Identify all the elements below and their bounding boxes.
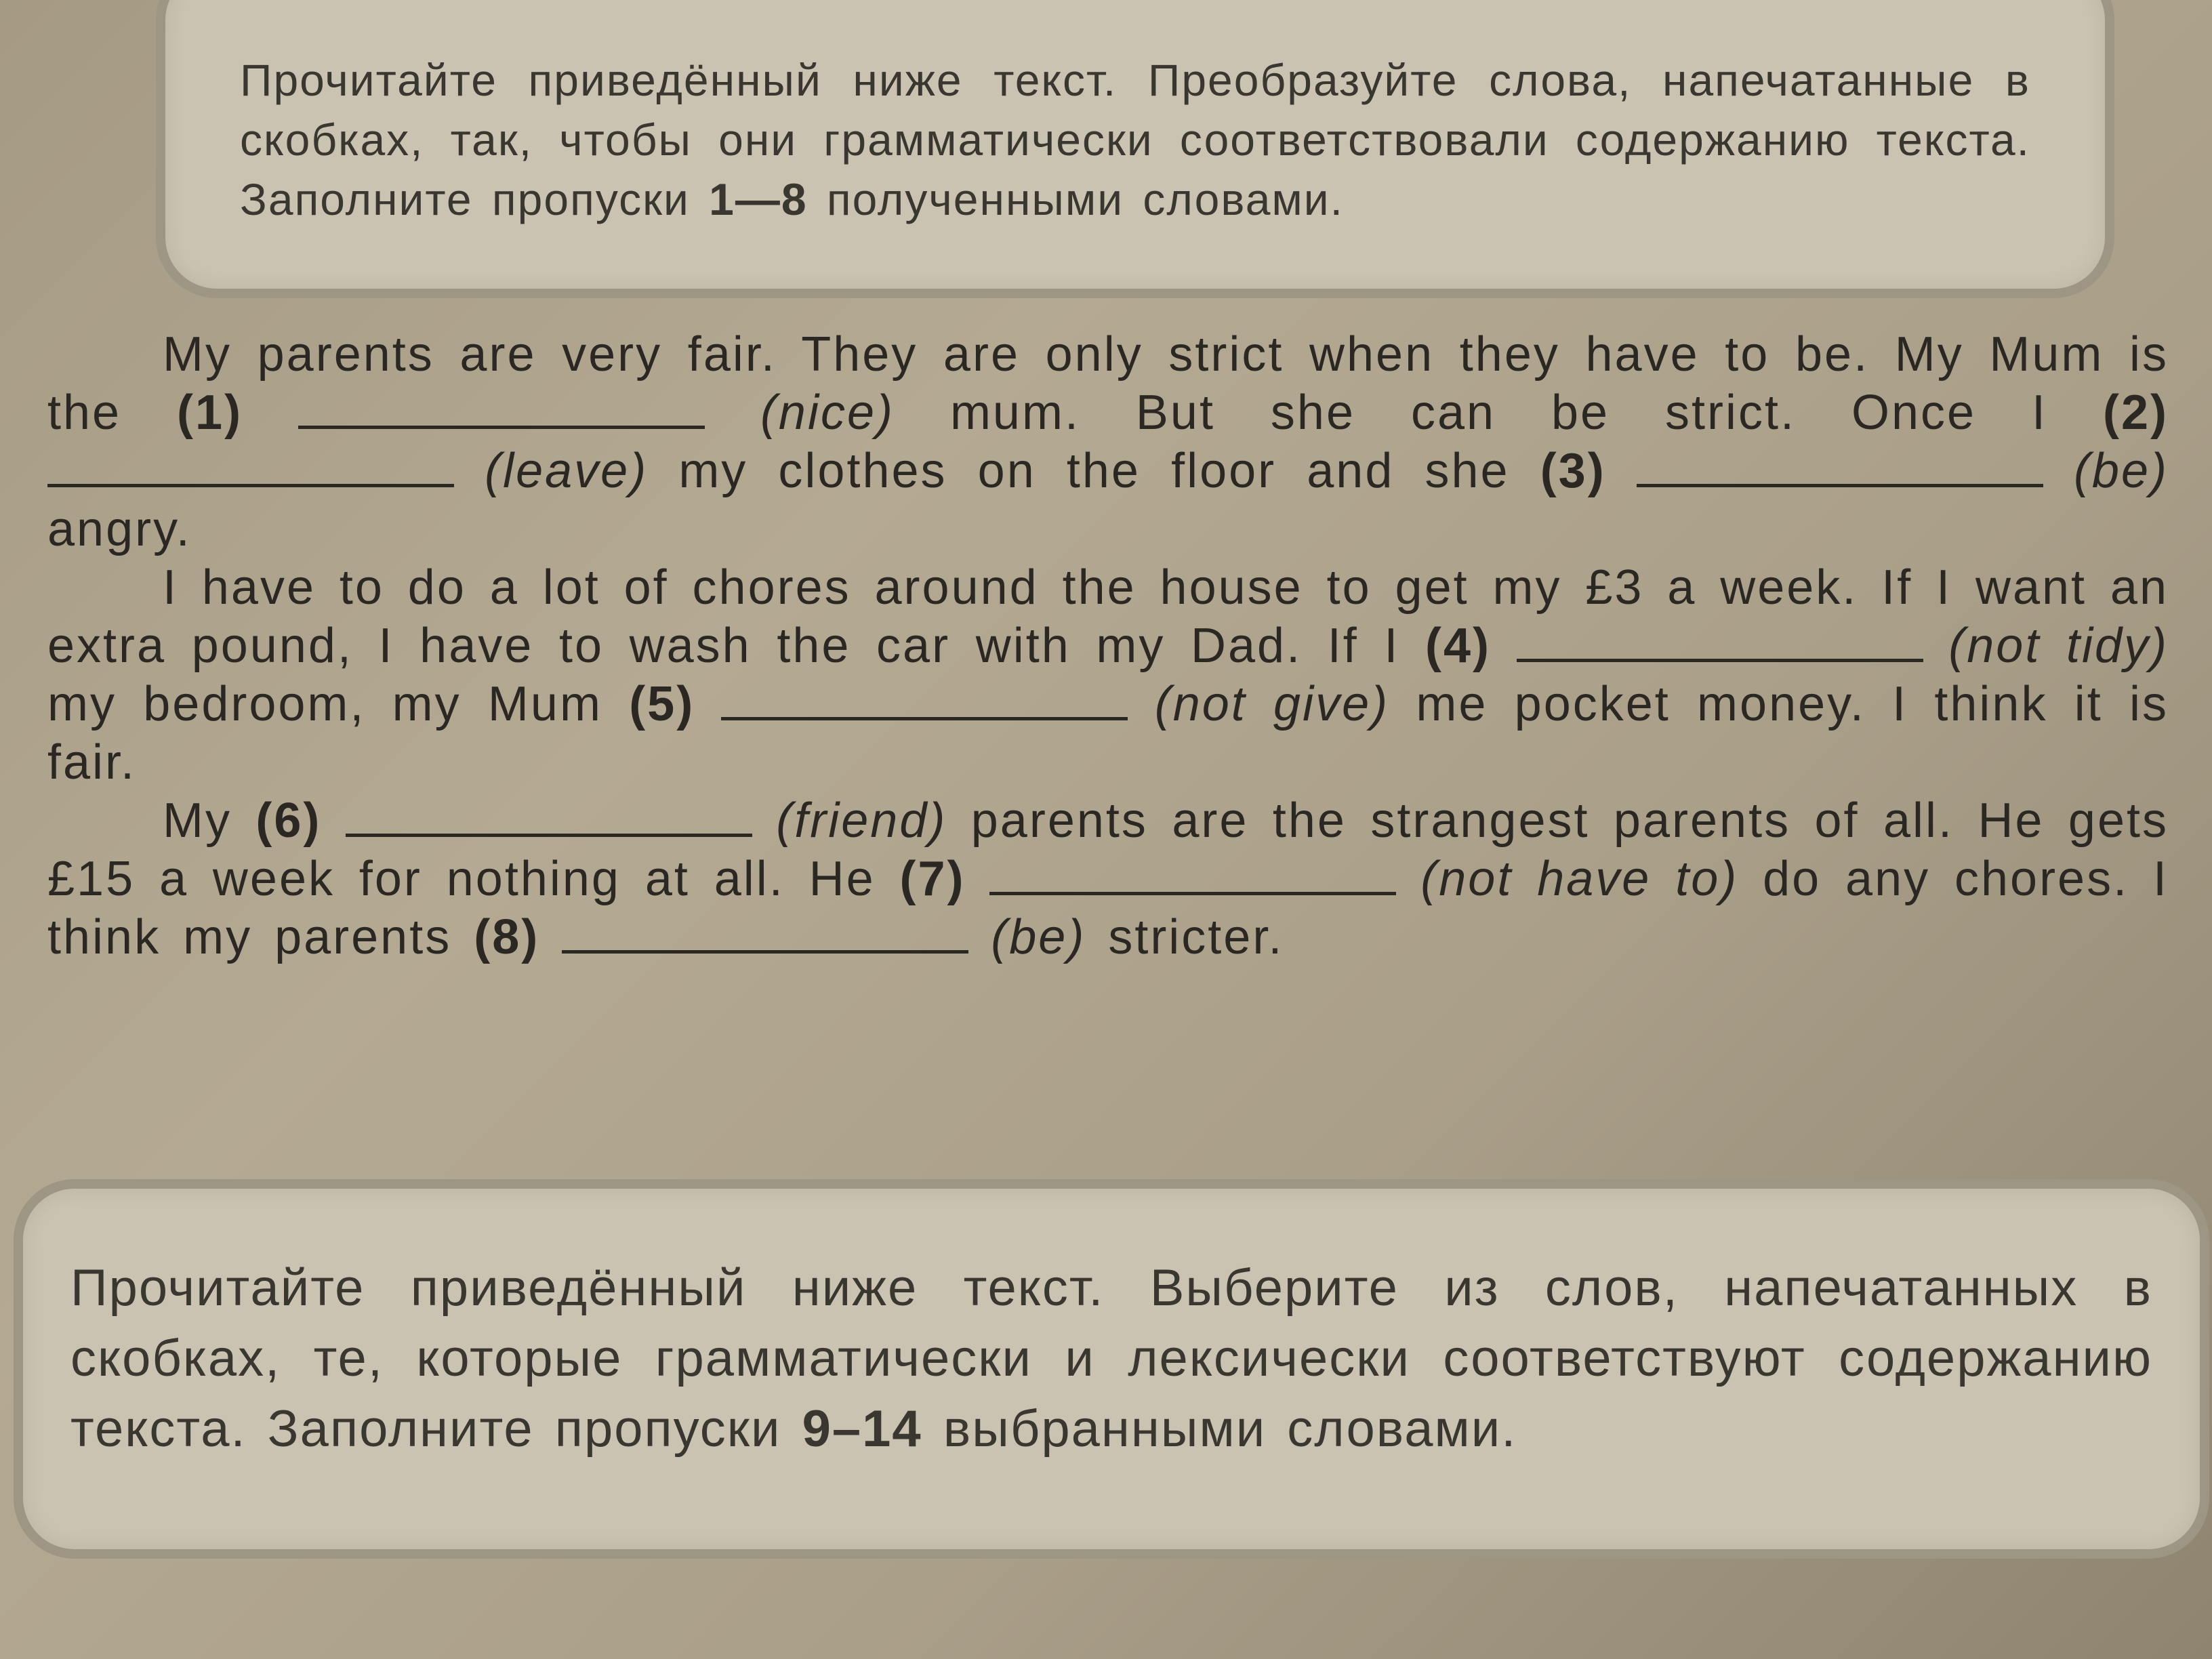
task-2-instruction-box bbox=[14, 1179, 2209, 1559]
answer-blank-5[interactable] bbox=[721, 690, 1128, 720]
word-hint-7: (not have to) bbox=[1420, 852, 1739, 906]
word-hint-3: (be) bbox=[2073, 444, 2169, 498]
gap-number-5: (5) bbox=[629, 677, 695, 731]
answer-blank-1[interactable] bbox=[298, 398, 705, 429]
gap-number-4: (4) bbox=[1425, 619, 1491, 673]
word-hint-6: (friend) bbox=[776, 794, 947, 848]
task-2-instruction-text: Прочитайте приведённый ниже текст. Выберите из слов, напечатанных в скобках, те, которые грамматически и лексически соответствуют содержанию текста. Заполните пропуски bbox=[70, 1259, 2152, 1458]
answer-blank-3[interactable] bbox=[1637, 457, 2043, 487]
gap-number-7: (7) bbox=[899, 852, 966, 906]
text-segment: parents are the strangest parents of all. He gets £15 a week for nothing at all. He bbox=[47, 794, 2169, 906]
text-segment: My parents are very fair. They are only strict when they have to be. My Mum is the bbox=[47, 327, 2169, 440]
task-1-instruction-text: Прочитайте приведённый ниже текст. Преобразуйте слова, напечатанные в скобках, так, чтобы они грамматически соответствовали содержанию текста. Заполните пропуски bbox=[240, 55, 2030, 224]
answer-blank-7[interactable] bbox=[989, 865, 1396, 895]
answer-blank-2[interactable] bbox=[47, 457, 454, 487]
gap-number-6: (6) bbox=[255, 794, 322, 848]
word-hint-4: (not tidy) bbox=[1948, 619, 2169, 673]
task-1-instruction bbox=[240, 50, 2030, 229]
text-segment: me pocket money. I think it is fair. bbox=[47, 677, 2169, 790]
task-2-instruction-tail: выбранными словами. bbox=[922, 1400, 1517, 1458]
word-hint-2: (leave) bbox=[485, 444, 649, 498]
paragraph-2 bbox=[47, 558, 2169, 792]
exercise-text bbox=[47, 325, 2169, 966]
gap-number-8: (8) bbox=[474, 910, 540, 964]
text-segment: my clothes on the floor and she bbox=[648, 444, 1540, 498]
text-segment: mum. But she can be strict. Once I bbox=[895, 386, 2103, 440]
answer-blank-6[interactable] bbox=[346, 806, 752, 837]
paragraph-3 bbox=[47, 792, 2169, 966]
text-segment: do any chores. I think my parents bbox=[47, 852, 2169, 964]
task-1-instruction-tail: полученными словами. bbox=[807, 174, 1344, 224]
gap-number-3: (3) bbox=[1540, 444, 1606, 498]
text-segment: My bbox=[163, 794, 256, 848]
text-segment: my bedroom, my Mum bbox=[47, 677, 630, 731]
word-hint-8: (be) bbox=[991, 910, 1086, 964]
word-hint-1: (nice) bbox=[760, 386, 895, 440]
gap-number-2: (2) bbox=[2102, 386, 2169, 440]
task-2-gap-range: 9–14 bbox=[802, 1400, 922, 1458]
task-1-instruction-box bbox=[156, 0, 2114, 298]
answer-blank-8[interactable] bbox=[562, 923, 968, 954]
text-segment: I have to do a lot of chores around the house to get my £3 a week. If I want an extra pound, I have to wash the car with my Dad. If I bbox=[47, 560, 2169, 673]
task-2-instruction bbox=[70, 1253, 2152, 1465]
word-hint-5: (not give) bbox=[1154, 677, 1390, 731]
task-1-gap-range: 1—8 bbox=[709, 174, 808, 224]
answer-blank-4[interactable] bbox=[1517, 632, 1923, 662]
text-segment: angry. bbox=[47, 502, 192, 556]
paragraph-1 bbox=[47, 325, 2169, 558]
gap-number-1: (1) bbox=[177, 386, 243, 440]
text-segment: stricter. bbox=[1086, 910, 1284, 964]
